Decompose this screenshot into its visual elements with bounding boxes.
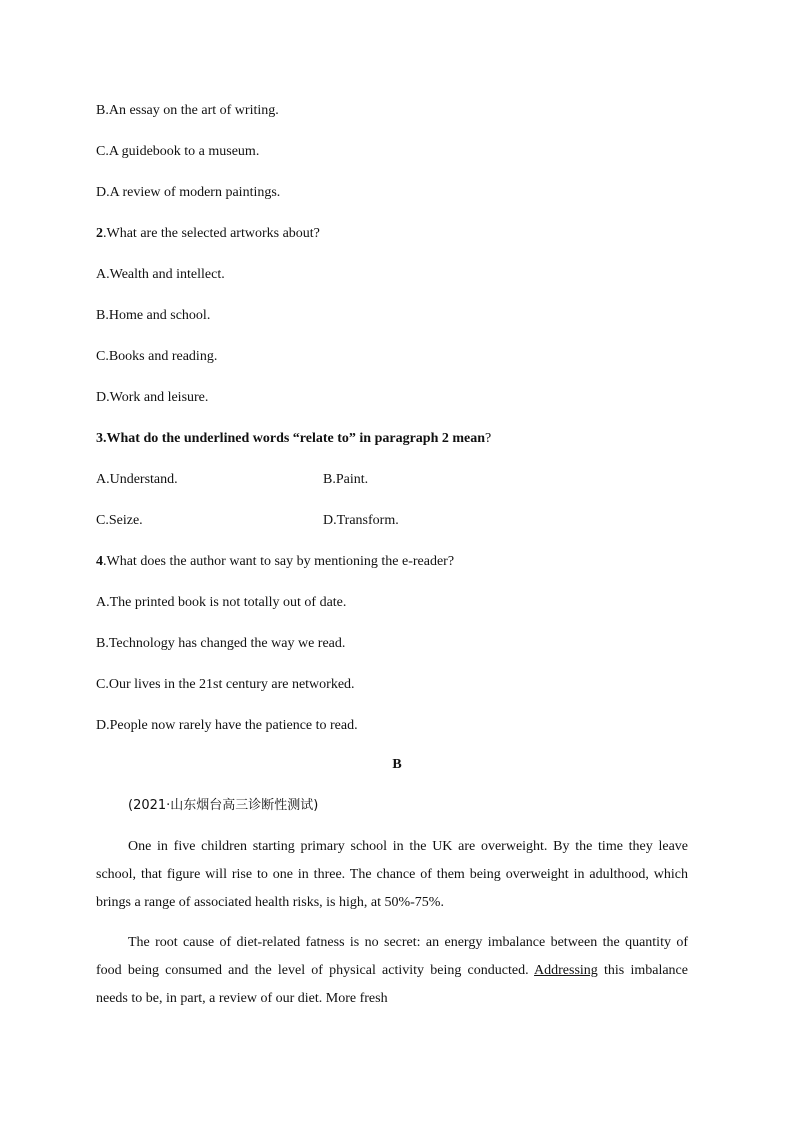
option-4a: A.The printed book is not totally out of date. [96,595,347,610]
option-2a: A.Wealth and intellect. [96,267,225,282]
question-text: .What does the author want to say by mentioning the e-reader? [103,554,455,569]
paragraph-text: The root cause of diet-related fatness is no secret: an energy imbalance between the quantity of food being consumed and the level of physical activity being conducted. [96,935,688,978]
question-2-stem [96,225,320,243]
question-number: 2 [96,226,103,241]
question-number: 3 [96,431,103,446]
paragraph-text-end: this imbalance needs to be, in part, a review of our diet. More fresh [96,963,688,1006]
passage-paragraph-1 [96,833,688,917]
option-2c: C.Books and reading. [96,349,218,364]
option-4b: B.Technology has changed the way we read. [96,636,346,651]
option-3a: A.Understand. [96,472,178,487]
question-number: 4 [96,554,103,569]
question-text: .What do the underlined words “relate to” in paragraph 2 mean [103,431,486,446]
underlined-word: Addressing [534,963,598,978]
option-1d: D.A review of modern paintings. [96,185,281,200]
option-3d: D.Transform. [323,513,399,528]
passage-source: (2021·山东烟台高三诊断性测试) [128,798,319,813]
option-3c: C.Seize. [96,513,143,528]
passage-paragraph-2 [96,929,688,1013]
question-text: .What are the selected artworks about? [103,226,320,241]
question-mark: ? [485,431,492,446]
question-4-stem [96,553,454,571]
paragraph-text: One in five children starting primary school in the UK are overweight. By the time they leave school, that figure will rise to one in three. The chance of them being overweight in adulthood, which brings a range of associated health risks, is high, at 50%-75%. [96,839,688,910]
question-3-stem [96,430,491,448]
section-heading: B [392,757,402,772]
option-1b: B.An essay on the art of writing. [96,103,279,118]
option-4d: D.People now rarely have the patience to read. [96,718,358,733]
option-2d: D.Work and leisure. [96,390,209,405]
option-2b: B.Home and school. [96,308,211,323]
option-3b: B.Paint. [323,472,369,487]
option-1c: C.A guidebook to a museum. [96,144,260,159]
option-4c: C.Our lives in the 21st century are networked. [96,677,355,692]
